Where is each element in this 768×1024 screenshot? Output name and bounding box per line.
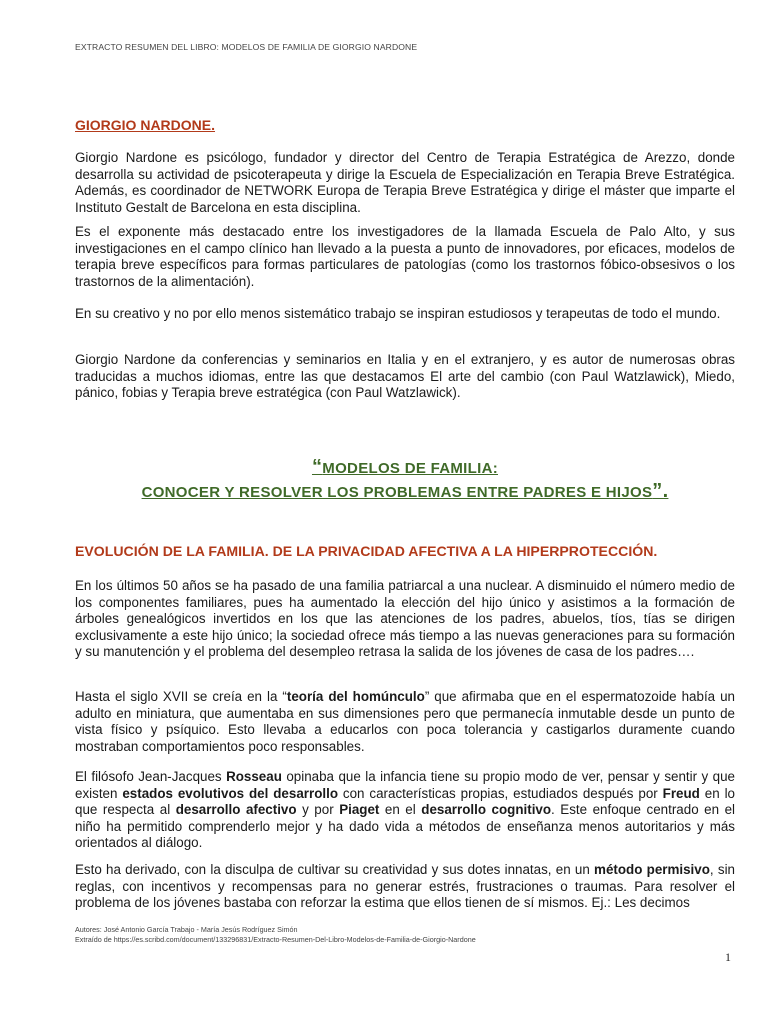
book-title-line-2 (75, 480, 735, 503)
bold-term: Freud (662, 785, 700, 801)
page-number: 1 (725, 950, 731, 964)
text-run: Hasta el siglo XVII se creía en la “ (75, 689, 287, 704)
bold-term: desarrollo afectivo (175, 802, 297, 817)
text-run: y por (296, 802, 340, 817)
footer-authors: Autores: José Antonio García Trabajo - María Jesús Rodríguez Simón (75, 925, 298, 934)
bio-paragraph-2: Es el exponente más destacado entre los investigadores de la llamada Escuela de Palo Alto, y sus investigaciones en el campo clínico han llevado a la puesta a punto de innovadores, por eficaces, modelos de terapia breve específicos para formas particulares de patologías (como los trastornos fóbico-obsesivos o los trastornos de la alimentación). (75, 224, 735, 289)
bold-term: desarrollo cognitivo (421, 802, 552, 817)
close-quote: ”. (652, 480, 669, 502)
bold-term: método permisivo (594, 862, 710, 877)
book-title-line-1 (75, 456, 735, 479)
bio-paragraph-1: Giorgio Nardone es psicólogo, fundador y director del Centro de Terapia Estratégica de Arezzo, donde desarrolla su actividad de psicoterapeuta y dirige la Escuela de Especialización en Terapia Breve Estratégica. Además, es coordinador de NETWORK Europa de Terapia Breve Estratégica y dirige el máster que imparte el Instituto Gestalt de Barcelona en esta disciplina. (75, 150, 735, 215)
bold-term: teoría del homúnculo (286, 689, 425, 704)
text-run: . Este enfoque centrado en el niño ha permitido comprenderlo mejor y ha dado vida a métodos de enseñanza menos autoritarios y más orientados al diálogo. (75, 802, 735, 850)
text-run: , sin reglas, con incentivos y recompensas para no generar estrés, frustraciones o traumas. Para resolver el problema de los jóvenes bastaba con reforzar la estima que ellos tienen de sí mismos. Ej.: Les decimos (75, 862, 735, 910)
text-run: en el (379, 802, 422, 817)
open-quote: “ (311, 456, 323, 478)
bio-paragraph-3: En su creativo y no por ello menos sistemático trabajo se inspiran estudiosos y terapeutas de todo el mundo. (75, 306, 721, 321)
book-title-text-1: MODELOS DE FAMILIA: (322, 460, 498, 477)
section-paragraph-3 (75, 769, 735, 852)
text-run: con características propias, estudiados después por (338, 785, 663, 801)
section-paragraph-1: En los últimos 50 años se ha pasado de una familia patriarcal a una nuclear. A disminuido el número medio de los componentes familiares, pues ha aumentado la elección del hijo único y asistimos a la formación de árboles genealógicos invertidos en los que las atenciones de los padres, abuelos, tíos, tías se dirigen exclusivamente a este hijo único; la sociedad ofrece más tiempo a las nuevas generaciones para su formación y su manutención y el problema del desempleo retrasa la salida de los jóvenes de casa de los padres…. (75, 578, 735, 659)
text-run: El filósofo Jean-Jacques (75, 769, 227, 784)
bold-term: Piaget (339, 802, 380, 817)
section-paragraph-2 (75, 689, 735, 755)
book-title-text-2: CONOCER Y RESOLVER LOS PROBLEMAS ENTRE PADRES E HIJOS (141, 484, 653, 501)
bold-term: Rosseau (226, 769, 282, 784)
footer-source: Extraído de https://es.scribd.com/document/133296831/Extracto-Resumen-Del-Libro-Modelos-de-Familia-de-Giorgio-Nardone (75, 935, 476, 944)
bold-term: estados evolutivos del desarrollo (122, 785, 338, 801)
text-run: en lo que respecta al (75, 785, 735, 817)
section-paragraph-4 (75, 862, 735, 912)
text-run: ” que afirmaba que en el espermatozoide había un adulto en miniatura, que aumentaba en sus dimensiones pero que permanecía inmutable desde un punto de vista físico y psíquico. Esto llevaba a educarlos con poca tolerancia y castigarlos duramente cuando mostraban comportamientos poco responsables. (75, 689, 735, 754)
section-heading: EVOLUCIÓN DE LA FAMILIA. DE LA PRIVACIDAD AFECTIVA A LA HIPERPROTECCIÓN. (75, 543, 658, 559)
text-run: opinaba que la infancia tiene su propio modo de ver, pensar y sentir y que existen (75, 769, 735, 801)
bio-paragraph-4: Giorgio Nardone da conferencias y seminarios en Italia y en el extranjero, y es autor de numerosas obras traducidas a muchos idiomas, entre las que destacamos El arte del cambio (con Paul Watzlawick), Miedo, pánico, fobias y Terapia breve estratégica (con Paul Watzlawick). (75, 352, 735, 400)
author-heading: GIORGIO NARDONE. (75, 117, 216, 133)
running-header: EXTRACTO RESUMEN DEL LIBRO: MODELOS DE FAMILIA DE GIORGIO NARDONE (75, 42, 418, 52)
text-run: Esto ha derivado, con la disculpa de cultivar su creatividad y sus dotes innatas, en un (75, 862, 595, 877)
